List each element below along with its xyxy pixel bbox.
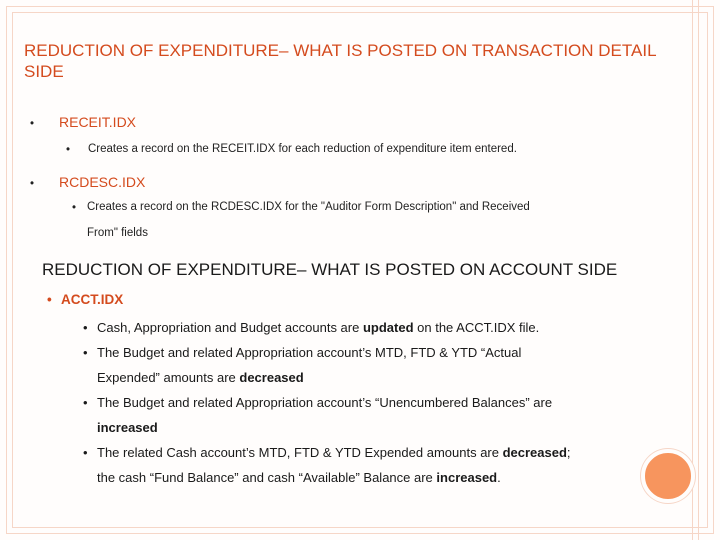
slide-title: REDUCTION OF EXPENDITURE– WHAT IS POSTED ON TRANSACTION DETAIL SIDE [24, 41, 656, 81]
bullet-icon: • [66, 144, 71, 156]
bullet-icon: • [83, 320, 88, 335]
acct-bullet-4-line2: the cash “Fund Balance” and cash “Available” Balance are increased. [97, 470, 501, 485]
rcdesc-description-line1: Creates a record on the RCDESC.IDX for the "Auditor Form Description" and Received [87, 201, 530, 213]
acct-bullet-3-line2: increased [97, 420, 158, 435]
acct-bullet-2-line2: Expended” amounts are decreased [97, 370, 304, 385]
decor-line [698, 0, 699, 540]
bullet-icon: • [30, 178, 35, 190]
bullet-icon: • [83, 345, 88, 360]
rcdesc-label: RCDESC.IDX [59, 174, 146, 190]
receit-description: Creates a record on the RECEIT.IDX for each reduction of expenditure item entered. [88, 143, 517, 155]
acct-bullet-2-line1: The Budget and related Appropriation account’s MTD, FTD & YTD “Actual [97, 345, 522, 360]
acct-bullet-1: Cash, Appropriation and Budget accounts are updated on the ACCT.IDX file. [97, 320, 540, 335]
acct-label: ACCT.IDX [61, 292, 124, 307]
decor-circle-icon [641, 449, 695, 503]
section-title: REDUCTION OF EXPENDITURE– WHAT IS POSTED ON ACCOUNT SIDE [42, 260, 618, 279]
acct-bullet-3-line1: The Budget and related Appropriation account’s “Unencumbered Balances” are [97, 395, 553, 410]
bullet-icon: • [83, 445, 88, 460]
rcdesc-description-line2: From" fields [87, 227, 148, 239]
decor-line [692, 0, 693, 540]
bullet-icon: • [30, 118, 35, 130]
receit-label: RECEIT.IDX [59, 114, 137, 130]
bullet-icon: • [47, 292, 52, 307]
bullet-icon: • [83, 395, 88, 410]
bullet-icon: • [72, 202, 77, 214]
acct-bullet-4-line1: The related Cash account’s MTD, FTD & YTD Expended amounts are decreased; [97, 445, 571, 460]
